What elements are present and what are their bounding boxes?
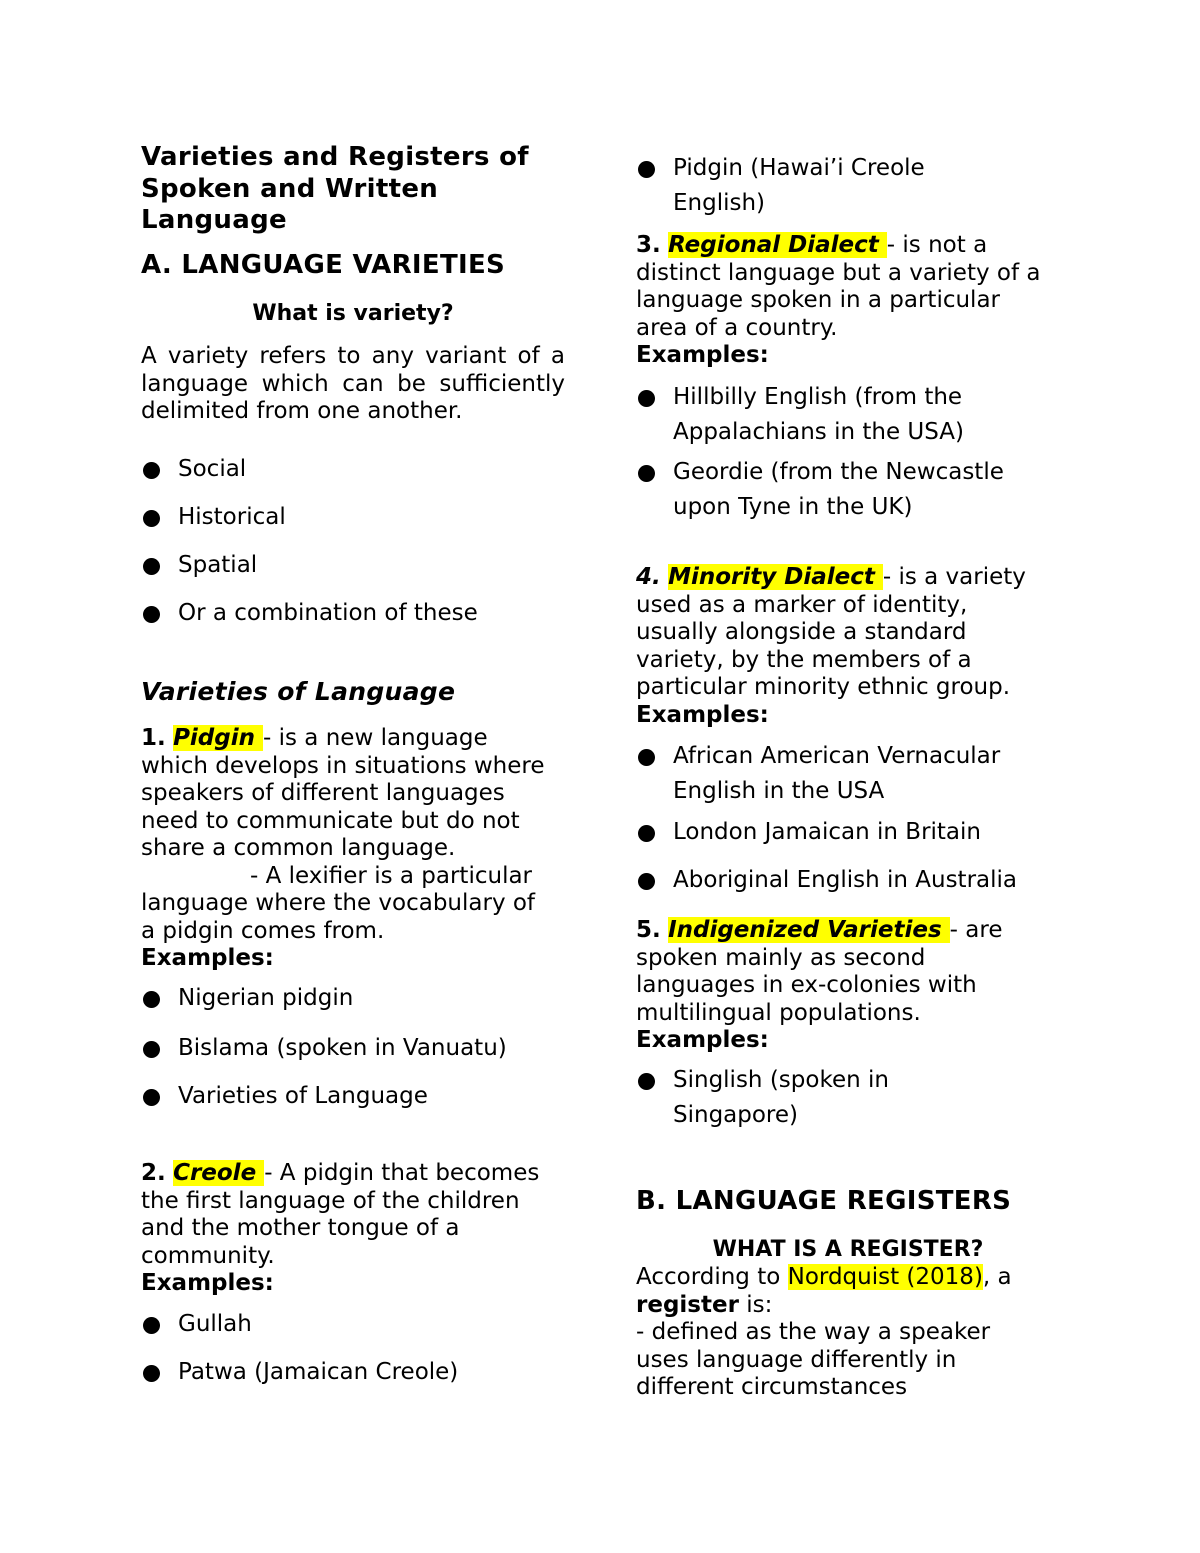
document-title <box>141 142 529 237</box>
indigenized-varieties-term: Indigenized Varieties <box>668 917 950 943</box>
what-is-variety-heading: What is variety? <box>252 301 454 326</box>
pidgin-definition: 1. Pidgin - is a new language which develops in situations where speakers of different languages need to communicate but do not share a common language. - A lexifier is a particular language where the vocabulary of a pidgin comes from. Examples: <box>141 725 545 971</box>
title-line: Varieties and Registers of <box>141 142 529 172</box>
minority-dialect-term: Minority Dialect <box>668 564 883 590</box>
examples-label: Examples: <box>636 342 769 368</box>
what-is-register-heading: WHAT IS A REGISTER? <box>712 1237 984 1262</box>
bullet-icon <box>638 1073 655 1090</box>
title-line: Spoken and Written <box>141 173 439 204</box>
creole-term: Creole <box>173 1160 264 1186</box>
regional-dialect-definition: 3. Regional Dialect - is not a distinct language but a variety of a language spoken in a particular area of a country. Examples: <box>636 232 1041 368</box>
citation-link: Nordquist (2018) <box>787 1264 983 1290</box>
list-item: African American Vernacular English in the USA <box>673 739 1000 809</box>
list-item: Spatial <box>178 548 257 583</box>
bullet-icon <box>143 1089 160 1106</box>
list-item: Varieties of Language <box>178 1079 428 1114</box>
variety-definition: A variety refers to any variant of a language which can be sufficiently delimited from one another. <box>141 343 565 424</box>
examples-label: Examples: <box>141 1270 274 1296</box>
bullet-icon <box>638 390 655 407</box>
register-definition: According to Nordquist (2018), a register is: - defined as the way a speaker uses language differently in different circumstances <box>636 1264 1012 1400</box>
bullet-icon <box>638 825 655 842</box>
bullet-icon <box>638 873 655 890</box>
list-item: Social <box>178 452 246 487</box>
bullet-icon <box>143 1365 160 1382</box>
section-a-heading: A. LANGUAGE VARIETIES <box>141 250 506 280</box>
regional-dialect-term: Regional Dialect <box>668 232 887 258</box>
pidgin-term: Pidgin <box>173 725 263 751</box>
list-item: London Jamaican in Britain <box>673 815 981 850</box>
list-item: Bislama (spoken in Vanuatu) <box>178 1031 507 1066</box>
examples-label: Examples: <box>636 701 769 728</box>
bullet-icon <box>143 510 160 527</box>
minority-dialect-definition: 4. Minority Dialect - is a variety used as a marker of identity, usually alongside a standard variety, by the members of a particular minority ethnic group. Examples: <box>636 564 1026 728</box>
list-item: Geordie (from the Newcastle upon Tyne in the UK) <box>673 455 1004 525</box>
bullet-icon <box>143 991 160 1008</box>
creole-definition: 2. Creole - A pidgin that becomes the first language of the children and the mother tongue of a community. Examples: <box>141 1160 540 1296</box>
list-item: Singlish (spoken in Singapore) <box>673 1063 889 1133</box>
bullet-icon <box>143 606 160 623</box>
list-item: Hillbilly English (from the Appalachians in the USA) <box>673 380 964 450</box>
examples-label: Examples: <box>141 945 274 971</box>
list-item: Patwa (Jamaican Creole) <box>178 1355 458 1390</box>
bullet-icon <box>143 1041 160 1058</box>
varieties-of-language-heading: Varieties of Language <box>141 677 456 706</box>
bullet-icon <box>143 462 160 479</box>
bullet-icon <box>143 1317 160 1334</box>
bullet-icon <box>638 161 655 178</box>
examples-label: Examples: <box>636 1027 769 1053</box>
list-item: Gullah <box>178 1307 252 1342</box>
bullet-icon <box>638 465 655 482</box>
list-item: Nigerian pidgin <box>178 981 353 1016</box>
indigenized-varieties-definition: 5. Indigenized Varieties - are spoken mainly as second languages in ex-colonies with multilingual populations. Examples: <box>636 917 1003 1053</box>
bullet-icon <box>143 558 160 575</box>
list-item: Or a combination of these <box>178 596 478 631</box>
title-line: Language <box>141 205 287 235</box>
list-item: Pidgin (Hawai’i Creole English) <box>673 151 925 221</box>
list-item: Aboriginal English in Australia <box>673 863 1017 898</box>
bullet-icon <box>638 749 655 766</box>
section-b-heading: B. LANGUAGE REGISTERS <box>636 1186 1012 1216</box>
list-item: Historical <box>178 500 286 535</box>
